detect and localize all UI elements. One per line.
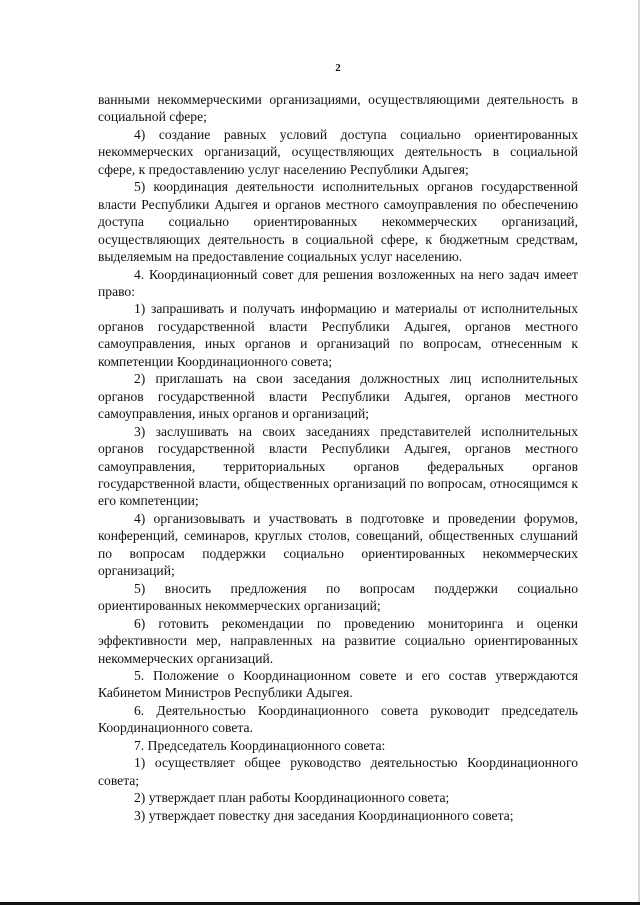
paragraph-right-3: 3) заслушивать на своих заседаниях представителей исполнительных органов государственной власти Республики Адыгея, органов местного самоуправления, территориальных органов федеральных органов государственной власти, общественных организаций по вопросам, относящимся к его компетенции; bbox=[98, 423, 578, 509]
paragraph-right-6: 6) готовить рекомендации по проведению мониторинга и оценки эффективности мер, направленных на развитие социально ориентированных некоммерческих организаций. bbox=[98, 615, 578, 666]
paragraph-continuation: ванными некоммерческими организациями, осуществляющими деятельность в социальной сфере; bbox=[98, 92, 578, 125]
page-number: 2 bbox=[335, 62, 341, 74]
paragraph-section-5: 5. Положение о Координационном совете и его состав утверждаются Кабинетом Министров Республики Адыгея. bbox=[98, 667, 578, 701]
paragraph-section-4: 4. Координационный совет для решения возложенных на него задач имеет право: bbox=[98, 266, 578, 299]
paragraph-section-7: 7. Председатель Координационного совета: bbox=[134, 737, 386, 753]
document-body bbox=[98, 91, 578, 824]
paragraph-chair-3: 3) утверждает повестку дня заседания Координационного совета; bbox=[134, 807, 514, 823]
paragraph-section-6: 6. Деятельностью Координационного совета руководит председатель Координационного совета. bbox=[98, 702, 578, 736]
paragraph-chair-2: 2) утверждает план работы Координационного совета; bbox=[134, 790, 450, 806]
paragraph-right-5: 5) вносить предложения по вопросам поддержки социально ориентированных некоммерческих организаций; bbox=[98, 580, 578, 614]
paragraph-right-4: 4) организовывать и участвовать в подготовке и проведении форумов, конференций, семинаров, круглых столов, совещаний, общественных слушаний по вопросам поддержки социально ориентированных некоммерческих организаций; bbox=[98, 510, 578, 579]
paragraph-chair-1: 1) осуществляет общее руководство деятельностью Координационного совета; bbox=[98, 755, 578, 788]
paragraph-right-1: 1) запрашивать и получать информацию и материалы от исполнительных органов государственной власти Республики Адыгея, органов местного самоуправления, иных органов и организаций по вопросам, отнесенным к компетенции Координационного совета; bbox=[98, 301, 578, 369]
paragraph-right-2: 2) приглашать на свои заседания должностных лиц исполнительных органов государственной власти Республики Адыгея, органов местного самоуправления, иных органов и организаций; bbox=[98, 371, 578, 422]
paragraph-item-5: 5) координация деятельности исполнительных органов государственной власти Республики Адыгея и органов местного самоуправления по обеспечению доступа социально ориентированных некоммерческих организаций, осуществляющих деятельность в социальной сфере, к бюджетным средствам, выделяемым на предоставление социальных услуг населению. bbox=[98, 179, 578, 265]
paragraph-item-4: 4) создание равных условий доступа социально ориентированных некоммерческих организаций, осуществляющих деятельность в социальной сфере, к предоставлению услуг населению Республики Адыгея; bbox=[98, 126, 578, 177]
